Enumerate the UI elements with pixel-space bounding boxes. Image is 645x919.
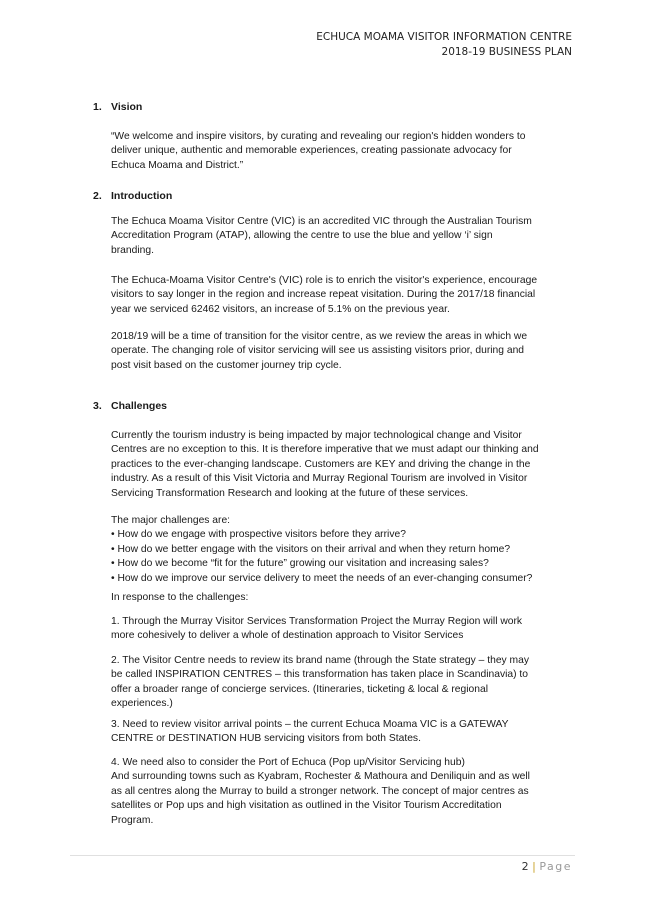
text-line: as all centres along the Murray to build a stronger network. The concept of major centres as [111, 785, 529, 797]
text-line: “We welcome and inspire visitors, by curating and revealing our region's hidden wonders to [111, 131, 526, 142]
paragraph-response-2 [111, 654, 581, 712]
text-line: 4. We need also to consider the Port of Echuca (Pop up/Visitor Servicing hub) [111, 757, 465, 768]
text-line: industry. As a result of this Visit Victoria and Murray Regional Tourism are involved in Visitor [111, 473, 528, 485]
text-line: operate. The changing role of visitor servicing will see us assisting visitors prior, during and [111, 345, 525, 357]
paragraph-challenges-context [111, 429, 581, 501]
text-line: Echuca Moama and District.” [111, 159, 244, 171]
text-line: branding. [111, 244, 154, 256]
footer-separator: | [532, 860, 536, 873]
text-line: post visit based on the customer journey trip cycle. [111, 359, 342, 371]
text-line: In response to the challenges: [111, 592, 249, 603]
paragraph-vision-statement [111, 130, 581, 173]
paragraph-response-3 [111, 718, 581, 747]
text-line: Accreditation Program (ATAP), allowing the centre to use the blue and yellow ‘i’ sign [111, 230, 493, 242]
text-line: satellites or Pop ups and high visitation as outlined in the Visitor Tourism Accreditation [111, 800, 502, 812]
text-line: Currently the tourism industry is being impacted by major technological change and Visitor [111, 430, 522, 441]
list-item: • How do we better engage with the visitors on their arrival and when they return home? [111, 543, 511, 555]
text-line: Program. [111, 814, 154, 826]
paragraph-intro-accreditation [111, 215, 581, 258]
text-line: year we serviced 62462 visitors, an increase of 5.1% on the previous year. [111, 303, 450, 315]
list-item: • How do we become “fit for the future” growing our visitation and increasing sales? [111, 558, 489, 570]
text-line: more cohesively to deliver a whole of destination approach to Visitor Services [111, 630, 464, 642]
section-number: 3. [93, 400, 102, 412]
section-title: Vision [111, 101, 143, 113]
text-line: CENTRE or DESTINATION HUB servicing visitors from both States. [111, 733, 421, 745]
text-line: deliver unique, authentic and memorable experiences, creating passionate advocacy for [111, 145, 512, 157]
text-line: And surrounding towns such as Kyabram, Rochester & Mathoura and Deniliquin and as well [111, 771, 530, 783]
text-line: The Echuca Moama Visitor Centre (VIC) is an accredited VIC through the Australian Tourism [111, 216, 532, 227]
paragraph-response-intro [111, 591, 581, 605]
list-item: • How do we engage with prospective visitors before they arrive? [111, 529, 406, 541]
text-line: 1. Through the Murray Visitor Services Transformation Project the Murray Region will work [111, 616, 523, 627]
page-label: Page [539, 860, 572, 873]
text-line: Centres are no exception to this. It is therefore imperative that we must adapt our thinking and [111, 444, 539, 456]
paragraph-response-1 [111, 615, 581, 644]
list-item: • How do we improve our service delivery to meet the needs of an ever-changing consumer? [111, 572, 533, 584]
section-title: Challenges [111, 400, 168, 412]
document-header [316, 30, 572, 60]
page-number: 2 [521, 860, 529, 873]
text-line: be called INSPIRATION CENTRES – this transformation has taken place in Scandinavia) to [111, 669, 529, 681]
section-title: Introduction [111, 190, 173, 202]
paragraph-intro-role [111, 274, 581, 317]
header-org-title: ECHUCA MOAMA VISITOR INFORMATION CENTRE [316, 31, 572, 43]
text-line: The Echuca-Moama Visitor Centre's (VIC) role is to enrich the visitor's experience, encourage [111, 275, 538, 286]
header-plan-title: 2018-19 BUSINESS PLAN [441, 46, 572, 58]
text-line: offer a broader range of concierge services. (Itineraries, ticketing & local & regional [111, 683, 488, 695]
section-number: 2. [93, 190, 102, 202]
text-line: 3. Need to review visitor arrival points – the current Echuca Moama VIC is a GATEWAY [111, 719, 509, 730]
list-intro: The major challenges are: [111, 515, 231, 526]
section-number: 1. [93, 101, 102, 113]
text-line: practices to the ever-changing landscape. Customers are KEY and driving the change in the [111, 458, 531, 470]
text-line: 2018/19 will be a time of transition for the visitor centre, as we review the areas in which we [111, 331, 528, 342]
page-footer [522, 860, 572, 873]
footer-divider [70, 855, 575, 856]
text-line: 2. The Visitor Centre needs to review its brand name (through the State strategy – they may [111, 655, 530, 666]
text-line: visitors to say longer in the region and increase repeat visitation. During the 2017/18 financial [111, 289, 536, 301]
paragraph-response-4 [111, 756, 581, 828]
text-line: experiences.) [111, 698, 173, 710]
list-major-challenges [111, 514, 581, 586]
text-line: Servicing Transformation Research and looking at the future of these services. [111, 487, 469, 499]
paragraph-intro-transition [111, 330, 581, 373]
